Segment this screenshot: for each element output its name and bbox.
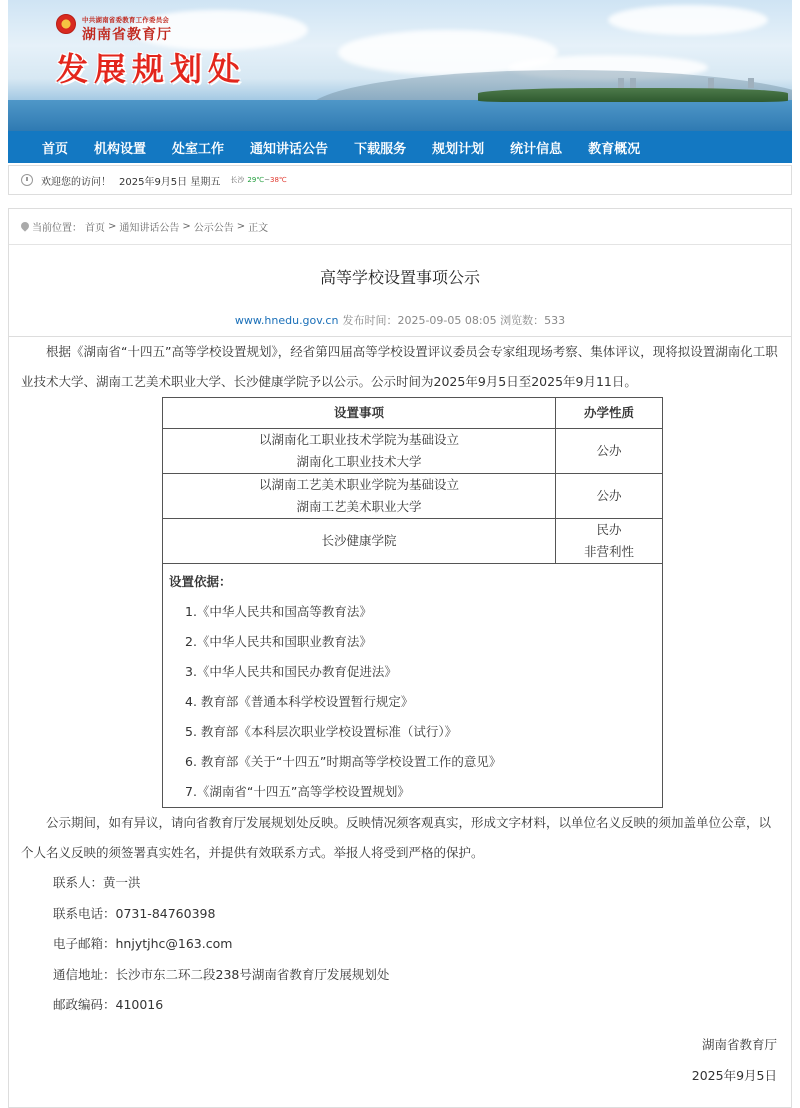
breadcrumb <box>9 209 791 245</box>
establishment-table <box>162 397 663 808</box>
cell-line: 非营利性 <box>583 544 634 559</box>
article-title: 高等学校设置事项公示 <box>319 268 480 287</box>
contact-person: 联系人：黄一洪 <box>53 875 141 890</box>
breadcrumb-separator: > <box>108 221 117 232</box>
article-body <box>9 337 791 1091</box>
welcome-text: 欢迎您的访问！ <box>41 176 111 188</box>
contact-address: 通信地址：长沙市东二环二段238号湖南省教育厅发展规划处 <box>53 966 390 982</box>
cell-line: 公办 <box>596 443 622 458</box>
breadcrumb-separator: > <box>236 221 246 232</box>
nav-item-organization[interactable]: 机构设置 <box>94 141 147 157</box>
nav-item-downloads[interactable]: 下载服务 <box>354 141 407 157</box>
current-date: 2025年9月5日 星期五 <box>119 176 221 188</box>
site-link[interactable]: www.hnedu.gov.cn <box>234 314 339 327</box>
nav-item-notices[interactable]: 通知讲话公告 <box>250 141 329 157</box>
breadcrumb-label: 当前位置： <box>32 223 82 234</box>
cell-line: 民办 <box>596 522 622 537</box>
org-name: 湖南省教育厅 <box>82 27 172 43</box>
basis-item: 1.《中华人民共和国高等教育法》 <box>185 604 372 619</box>
signer: 湖南省教育厅 <box>701 1036 777 1052</box>
basis-row <box>163 564 663 808</box>
nav-item-overview[interactable]: 教育概况 <box>588 141 641 157</box>
breadcrumb-announcements[interactable]: 公示公告 <box>193 223 234 234</box>
intro-paragraph: 根据《湖南省“十四五”高等学校设置规划》，经省第四届高等学校设置评议委员会专家组现场考察、集体评议，现将拟设置湖南化工职业技术大学、湖南工艺美术职业大学、长沙健康学院予以公示。公示时间为2025年9月5日至2025年9月11日。 <box>21 344 778 389</box>
table-row <box>163 429 663 474</box>
temp-separator: ~ <box>264 176 271 184</box>
publish-info: 发布时间：2025-09-05 08:05 浏览数：533 <box>342 314 566 327</box>
nav-item-division-work[interactable]: 处室工作 <box>172 141 225 157</box>
cell-line: 以湖南化工职业技术学院为基础设立 <box>258 432 459 447</box>
table-header: 设置事项 <box>163 398 556 429</box>
site-title: 发展规划处 <box>56 50 247 88</box>
location-pin-icon <box>21 222 29 232</box>
table-cell <box>163 519 556 564</box>
table-cell <box>556 429 663 474</box>
cell-line: 湖南化工职业技术大学 <box>296 454 422 469</box>
main-nav <box>8 131 792 163</box>
cell-line: 湖南工艺美术职业大学 <box>296 499 422 514</box>
breadcrumb-home[interactable]: 首页 <box>85 223 105 234</box>
table-cell <box>163 474 556 519</box>
table-header-row <box>163 398 663 429</box>
clock-icon <box>21 174 33 186</box>
table-cell <box>163 429 556 474</box>
nav-item-plans[interactable]: 规划计划 <box>432 141 485 157</box>
table-row <box>163 519 663 564</box>
nav-item-home[interactable]: 首页 <box>42 141 69 157</box>
article-meta <box>9 312 791 337</box>
breadcrumb-separator: > <box>182 221 191 232</box>
temp-low: 29℃ <box>247 176 265 184</box>
cell-line: 长沙健康学院 <box>321 533 397 548</box>
table-row <box>163 474 663 519</box>
contact-postcode: 邮政编码：410016 <box>53 997 164 1012</box>
national-emblem-icon <box>56 14 76 34</box>
breadcrumb-notices[interactable]: 通知讲话公告 <box>119 223 180 234</box>
basis-item: 4. 教育部《普通本科学校设置暂行规定》 <box>185 694 414 709</box>
temp-high: 38℃ <box>270 176 287 184</box>
table-header: 办学性质 <box>556 398 663 429</box>
table-cell <box>556 519 663 564</box>
breadcrumb-current: 正文 <box>248 223 269 234</box>
table-cell <box>556 474 663 519</box>
nav-item-statistics[interactable]: 统计信息 <box>510 141 563 157</box>
sign-date: 2025年9月5日 <box>691 1067 777 1083</box>
basis-item: 5. 教育部《本科层次职业学校设置标准（试行）》 <box>185 724 458 739</box>
cell-line: 公办 <box>596 488 622 503</box>
cell-line: 以湖南工艺美术职业学院为基础设立 <box>258 477 459 492</box>
basis-title: 设置依据： <box>169 574 232 589</box>
basis-item: 2.《中华人民共和国职业教育法》 <box>185 634 372 649</box>
notice-paragraph: 公示期间，如有异议，请向省教育厅发展规划处反映。反映情况须客观真实，形成文字材料，以单位名义反映的须加盖单位公章，以个人名义反映的须签署真实姓名，并提供有效联系方式。举报人将受到严格的保护。 <box>21 815 772 860</box>
org-subtitle: 中共湖南省委教育工作委员会 <box>82 16 170 24</box>
basis-item: 7.《湖南省“十四五”高等学校设置规划》 <box>185 784 410 799</box>
weather-city: 长沙 <box>230 176 245 184</box>
article-container <box>8 208 792 1108</box>
basis-cell <box>163 564 663 808</box>
basis-item: 3.《中华人民共和国民办教育促进法》 <box>185 664 397 679</box>
welcome-bar <box>8 165 792 195</box>
contact-phone: 联系电话：0731-84760398 <box>53 905 216 921</box>
contact-email: 电子邮箱：hnjytjhc@163.com <box>53 936 233 951</box>
header-banner <box>8 0 792 131</box>
basis-item: 6. 教育部《关于“十四五”时期高等学校设置工作的意见》 <box>185 754 502 769</box>
